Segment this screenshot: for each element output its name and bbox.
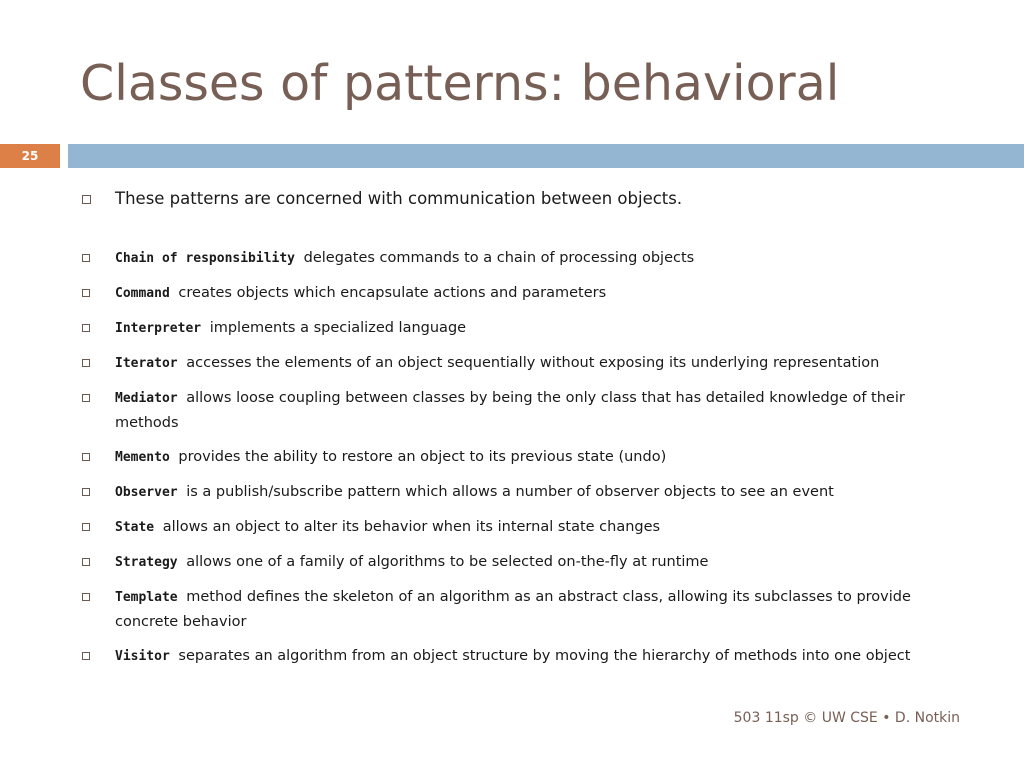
intro-bullet (80, 186, 950, 212)
hollow-square-bullet-icon (82, 488, 90, 496)
hollow-square-bullet-icon (82, 593, 90, 601)
pattern-name: Mediator (115, 391, 178, 406)
pattern-name: Strategy (115, 555, 178, 570)
pattern-item-template (80, 585, 950, 634)
pattern-description: method defines the skeleton of an algorithm as an abstract class, allowing its subclasses to provide concrete behavior (115, 589, 911, 630)
pattern-description: delegates commands to a chain of processing objects (303, 250, 695, 266)
pattern-description: creates objects which encapsulate actions and parameters (178, 285, 607, 301)
pattern-description: accesses the elements of an object sequentially without exposing its underlying representation (186, 355, 880, 371)
pattern-item-state (80, 515, 950, 540)
pattern-description: allows an object to alter its behavior when its internal state changes (162, 519, 661, 535)
pattern-description: allows loose coupling between classes by being the only class that has detailed knowledge of their methods (115, 390, 905, 431)
pattern-name: Command (115, 286, 170, 301)
pattern-name: State (115, 520, 155, 535)
hollow-square-bullet-icon (82, 652, 90, 660)
hollow-square-bullet-icon (82, 453, 90, 461)
hollow-square-bullet-icon (82, 394, 90, 402)
pattern-description: is a publish/subscribe pattern which allows a number of observer objects to see an event (186, 484, 834, 500)
pattern-name: Visitor (115, 649, 170, 664)
pattern-item-chain-of-responsibility (80, 246, 950, 271)
pattern-item-command (80, 281, 950, 306)
hollow-square-bullet-icon (82, 359, 90, 367)
pattern-name: Chain of responsibility (115, 251, 296, 266)
pattern-description: separates an algorithm from an object structure by moving the hierarchy of methods into one object (178, 648, 911, 664)
pattern-description: provides the ability to restore an object to its previous state (undo) (178, 449, 667, 465)
hollow-square-bullet-icon (82, 289, 90, 297)
pattern-item-strategy (80, 550, 950, 575)
pattern-item-interpreter (80, 316, 950, 341)
slide-number: 25 (0, 144, 60, 168)
intro-text: These patterns are concerned with communication between objects. (115, 189, 683, 208)
hollow-square-bullet-icon (82, 558, 90, 566)
pattern-name: Iterator (115, 356, 178, 371)
pattern-item-memento (80, 445, 950, 470)
pattern-name: Observer (115, 485, 178, 500)
slide-title: Classes of patterns: behavioral (80, 55, 840, 112)
pattern-name: Memento (115, 450, 170, 465)
hollow-square-bullet-icon (82, 254, 90, 262)
slide-content (80, 186, 950, 679)
slide-footer: 503 11sp © UW CSE • D. Notkin (733, 710, 960, 726)
pattern-item-observer (80, 480, 950, 505)
pattern-item-visitor (80, 644, 950, 669)
hollow-square-bullet-icon (82, 195, 91, 204)
pattern-list (80, 246, 950, 669)
pattern-description: implements a specialized language (209, 320, 467, 336)
pattern-description: allows one of a family of algorithms to be selected on-the-fly at runtime (186, 554, 709, 570)
pattern-name: Interpreter (115, 321, 202, 336)
pattern-item-iterator (80, 351, 950, 376)
hollow-square-bullet-icon (82, 523, 90, 531)
hollow-square-bullet-icon (82, 324, 90, 332)
header-bar (68, 144, 1024, 168)
pattern-name: Template (115, 590, 178, 605)
pattern-item-mediator (80, 386, 950, 435)
